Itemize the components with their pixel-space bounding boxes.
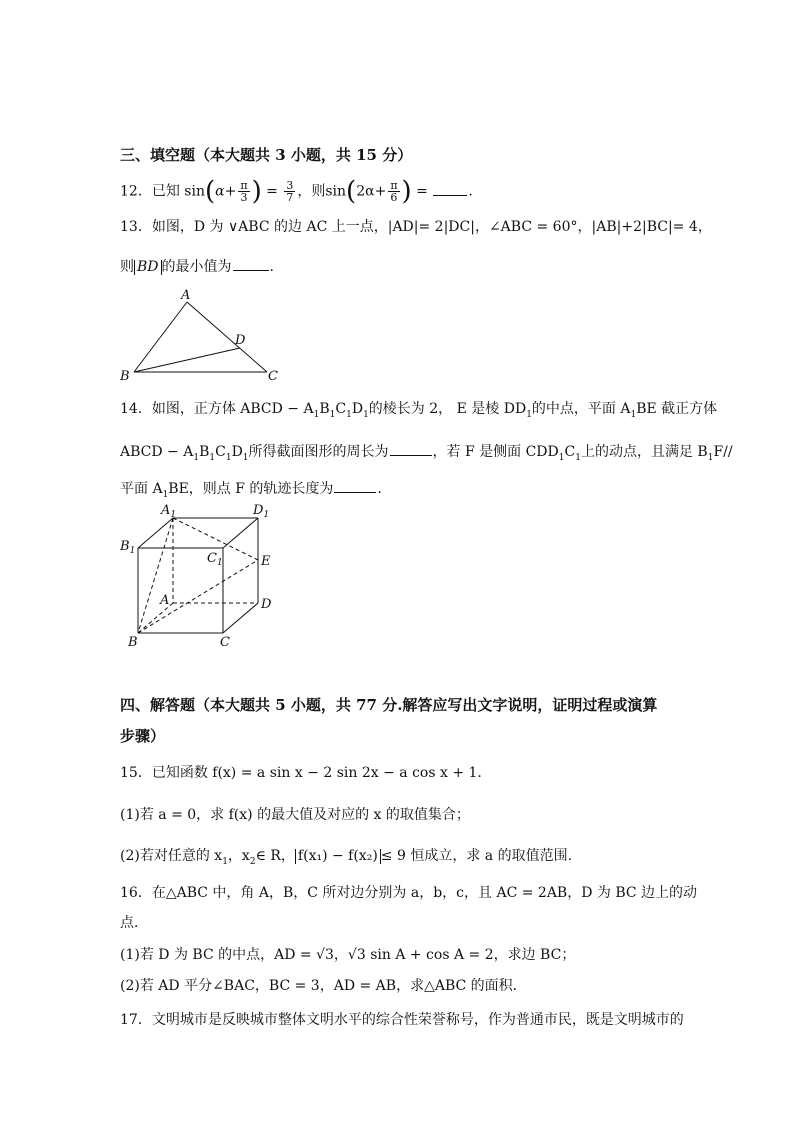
answer-blank[interactable] — [390, 441, 432, 456]
frac-pi-6: $\frac{\pi}{6}$ — [390, 179, 398, 204]
question-12: 12．已知 sin(α+ $\frac{\pi}{3}$ ) = $\frac{3}{7}$ ，则sin(2α+ $\frac{\pi}{6}$ ) = . — [120, 176, 473, 207]
edge-b1a1 — [138, 518, 173, 548]
label-a: A — [160, 593, 170, 608]
question-16-line-2: 点． — [120, 915, 148, 931]
label-c: C — [268, 369, 278, 384]
answer-blank[interactable] — [233, 256, 269, 271]
label-d: D — [261, 597, 272, 612]
label-e: E — [261, 554, 271, 569]
question-15-part-2: (2)若对任意的 $x_1$，$x_2\in$ R， f(x₁) − f(x₂) ≤ 9 恒成立，求 a 的取值范围. — [120, 848, 573, 867]
frac-3-7: $\frac{3}{7}$ — [286, 179, 294, 204]
question-15-stem: 15．已知函数 f(x) = a sin x − 2 sin 2x − a cos x + 1. — [120, 765, 482, 781]
edge-c1d1 — [223, 518, 258, 548]
question-15-part-1: (1)若 a = 0，求 f(x) 的最大值及对应的 x 的取值集合； — [120, 807, 470, 823]
question-13-line-1: 13．如图，D 为 ∨ABC 的边 AC 上一点，|AD|= 2|DC|，∠ABC = 60°，|AB|+2|BC|= 4， — [120, 219, 712, 235]
question-16-part-1: (1)若 D 为 BC 的中点，AD = √3，√3 sin A + cos A = 2，求边 BC； — [120, 947, 576, 963]
segment-be — [138, 560, 258, 633]
label-b: B — [128, 635, 138, 650]
label-d1: $D_1$ — [253, 503, 270, 520]
triangle-figure — [110, 282, 290, 387]
section-4-heading-line-1: 四、解答题（本大题共 5 小题，共 77 分.解答应写出文字说明，证明过程或演算 — [120, 696, 658, 714]
frac-pi-3: $\frac{\pi}{3}$ — [240, 179, 248, 204]
label-a1: $A_1$ — [161, 503, 177, 520]
label-b: B — [120, 369, 130, 384]
label-d: D — [235, 333, 246, 348]
answer-blank[interactable] — [334, 478, 376, 493]
question-14-line-3: 平面 $A_1BE$，则点 F 的轨迹长度为 . — [120, 478, 382, 505]
label-a: A — [181, 288, 191, 303]
question-16-part-2: (2)若 AD 平分∠BAC，BC = 3，AD = AB，求△ABC 的面积． — [120, 978, 527, 994]
question-17-line-1: 17．文明城市是反映城市整体文明水平的综合性荣誉称号，作为普通市民，既是文明城市的 — [120, 1012, 684, 1028]
label-b1: $B_1$ — [120, 539, 136, 556]
edge-cd — [223, 603, 258, 633]
question-13-line-2: 则 BD 的最小值为 . — [120, 256, 274, 277]
section-3-heading: 三、填空题（本大题共 3 小题，共 15 分） — [120, 146, 413, 164]
segment-a1b — [138, 518, 173, 633]
question-14-line-2: ABCD − $A_1B_1C_1D_1$所得截面图形的周长为 ，若 F 是侧面 $CDD_1C_1$上的动点，且满足 $B_1F//$ — [120, 441, 733, 468]
label-c1: $C_1$ — [207, 551, 223, 568]
edge-ac — [187, 302, 267, 372]
cube-figure — [110, 498, 290, 650]
question-14-line-1: 14．如图，正方体 ABCD − $A_1B_1C_1D_1$的棱长为 2， E 是棱 $DD_1$的中点，平面 $A_1BE$ 截正方体 — [120, 401, 718, 420]
question-16-line-1: 16．在△ABC 中，角 A，B，C 所对边分别为 a，b，c，且 AC = 2AB，D 为 BC 边上的动 — [120, 885, 698, 901]
section-4-heading-line-2: 步骤） — [120, 727, 166, 745]
label-c: C — [220, 635, 230, 650]
answer-blank[interactable] — [433, 181, 467, 196]
